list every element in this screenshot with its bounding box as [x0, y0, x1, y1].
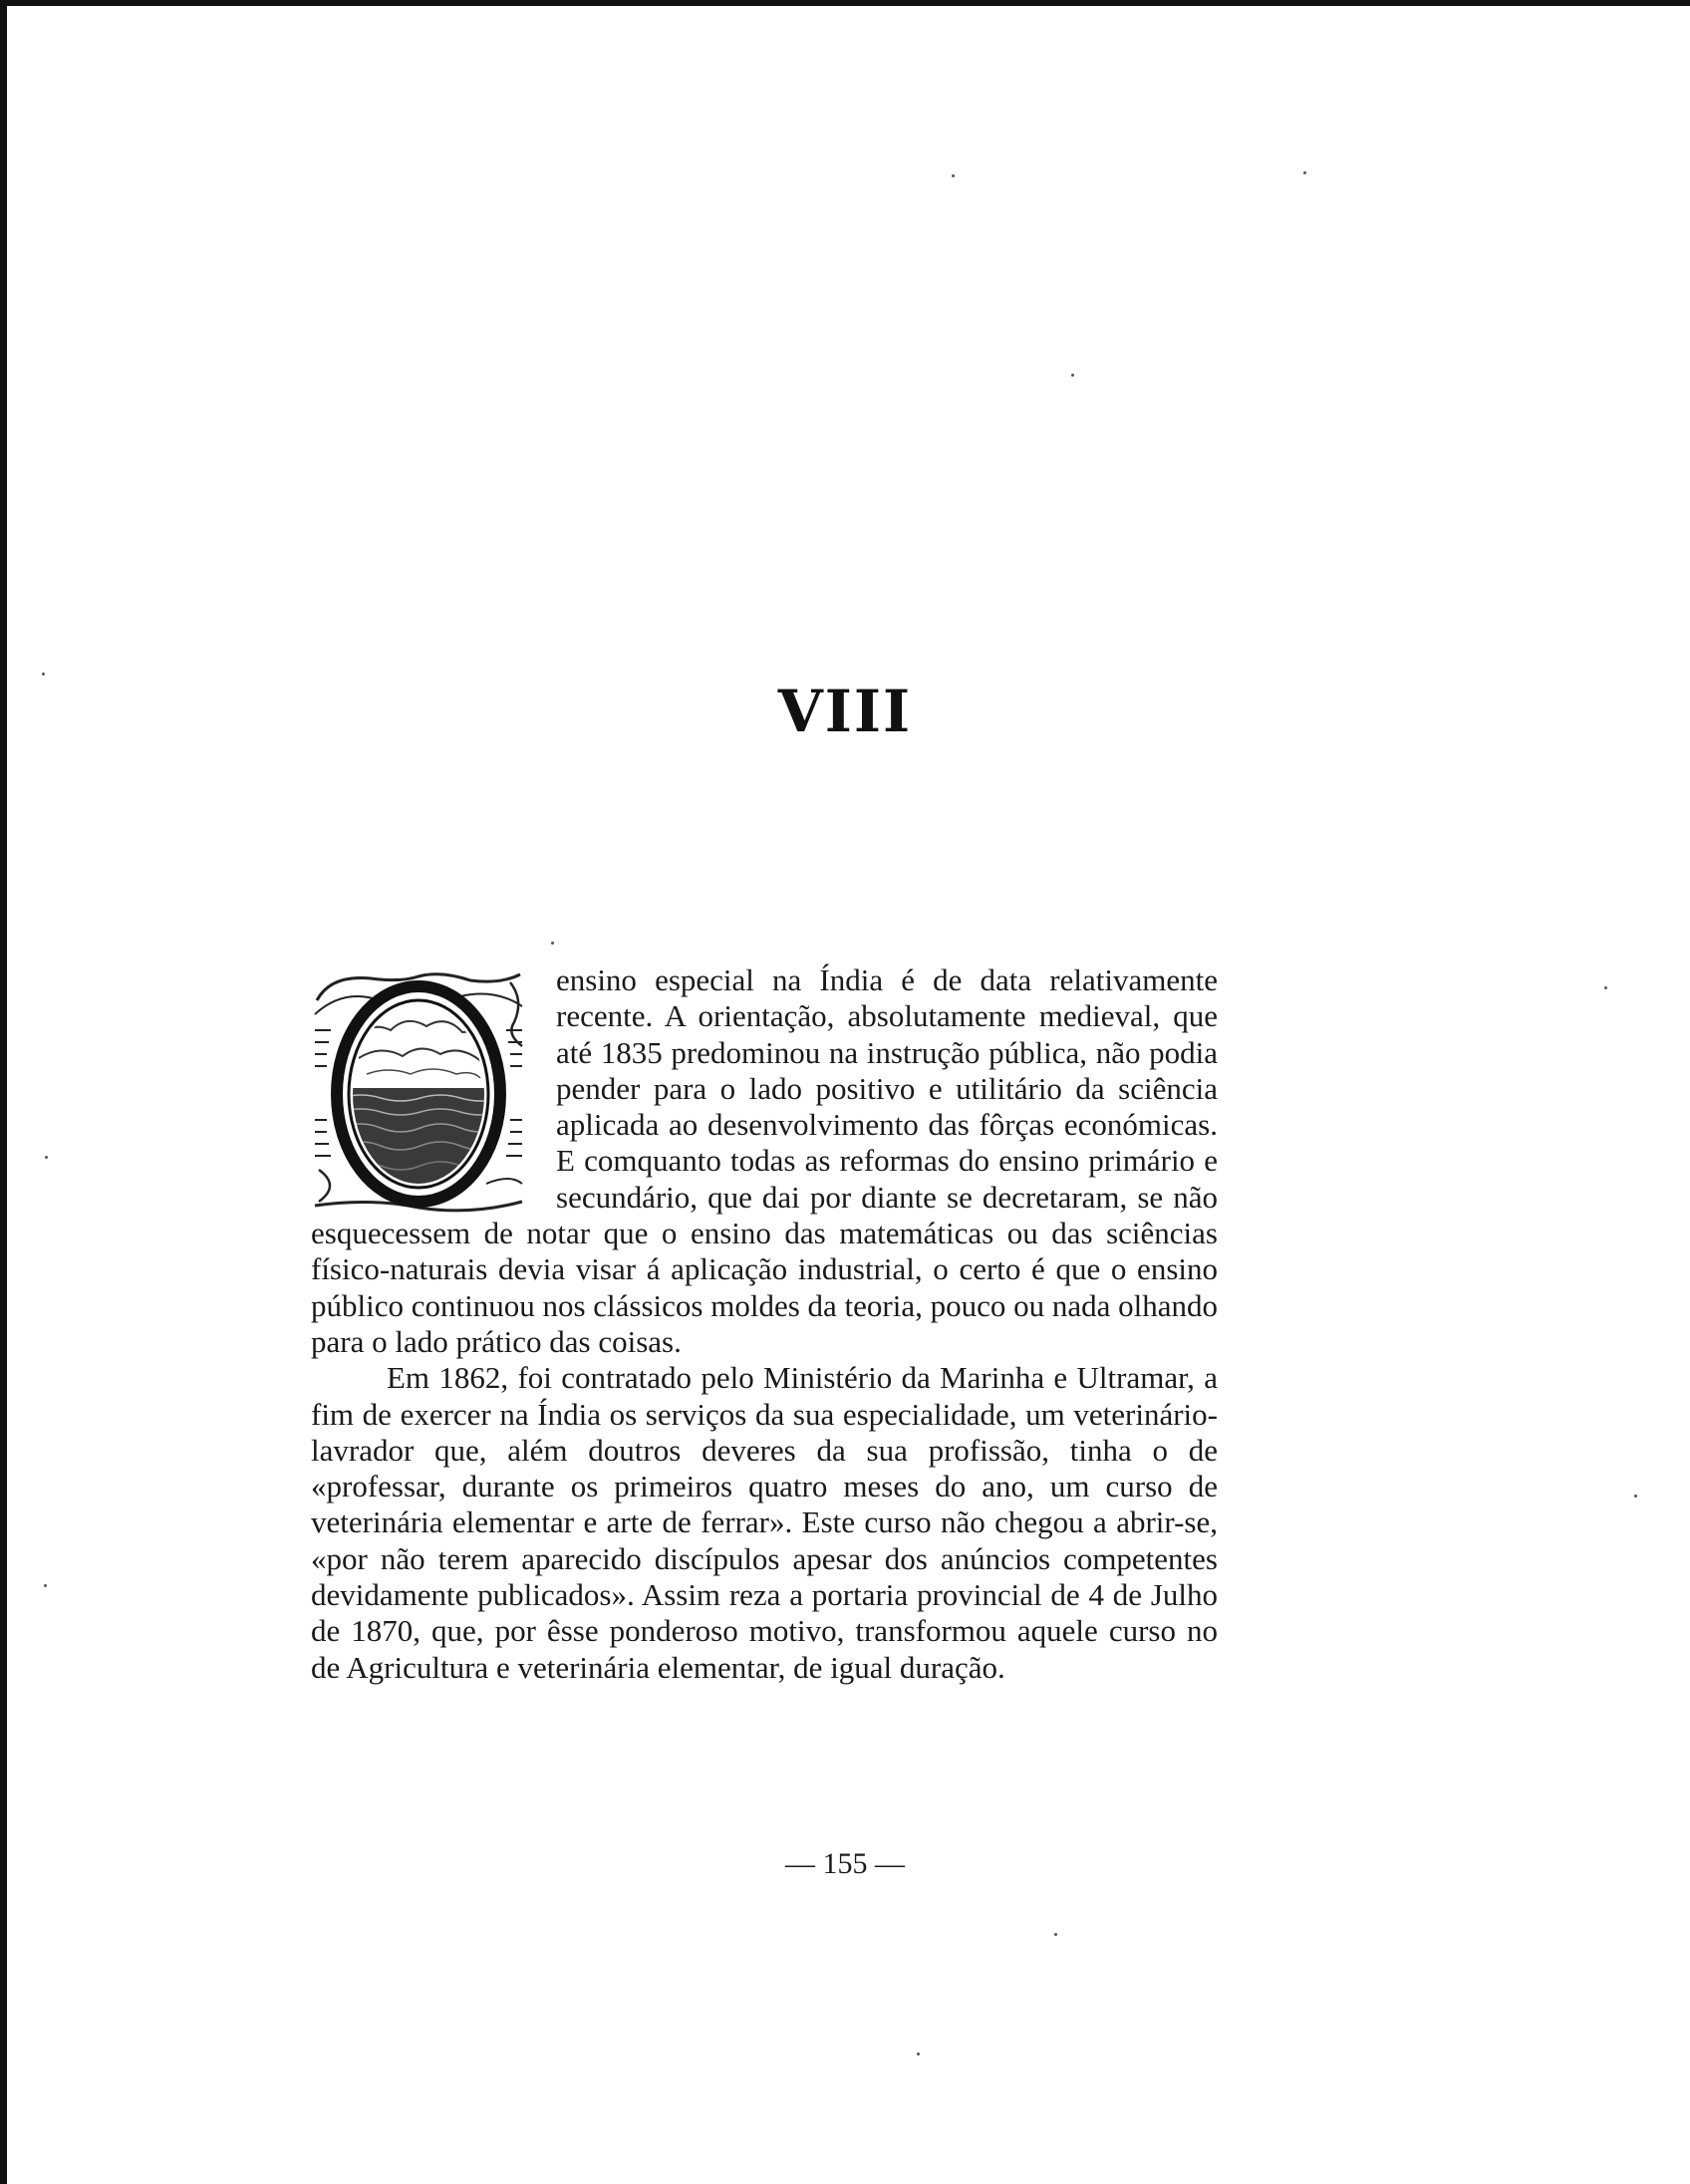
scan-speck	[42, 673, 45, 676]
ornamental-dropcap-o	[311, 970, 526, 1214]
chapter-title: VIII	[777, 678, 913, 745]
paragraph-2: Em 1862, foi contratado pelo Ministério da Marinha e Ultramar, a fim de exercer na Índia os serviços da sua especialidade, um veterinário-lavrador que, além doutros deveres da sua profissão, tinha o de «professar, durante os primeiros quatro meses do ano, um curso de veterinária elementar e arte de ferrar». Este curso não chegou a abrir-se, «por não terem aparecido discípulos apesar dos anúncios competentes devidamente publicados». Assim reza a portaria provincial de 4 de Julho de 1870, que, por êsse ponderoso motivo, transformou aquele curso no de Agricultura e veterinária elementar, de igual duração.	[311, 1360, 1218, 1685]
scan-edge-top	[0, 0, 1690, 6]
scan-speck	[1303, 171, 1306, 174]
scan-speck	[44, 1584, 47, 1587]
scan-speck	[1604, 986, 1607, 989]
scan-speck	[917, 2052, 920, 2055]
scan-speck	[952, 174, 955, 177]
scan-speck	[551, 942, 554, 945]
scan-speck	[1634, 1495, 1637, 1498]
paragraph-1: ensino especial na Índia é de data relativamente recente. A orientação, absolutamente medieval, que até 1835 predominou na instrução pública, não podia pender para o lado positivo e utilitário da sciência aplicada ao desenvolvimento das fôrças económicas. E comquanto todas as reformas do ensino primário e secundário, que dai por diante se decretaram, se não esquecessem de notar que o ensino das matemáticas ou das sciências físico-naturais devia visar á aplicação industrial, o certo é que o ensino público continuou nos clássicos moldes da teoria, pouco ou nada olhando para o lado prático das coisas.	[311, 962, 1219, 1359]
page-number: — 155 —	[785, 1847, 905, 1880]
scan-speck	[1054, 1933, 1057, 1936]
body-text	[311, 962, 1218, 1686]
scan-speck	[1071, 374, 1074, 377]
scan-speck	[45, 1156, 48, 1159]
